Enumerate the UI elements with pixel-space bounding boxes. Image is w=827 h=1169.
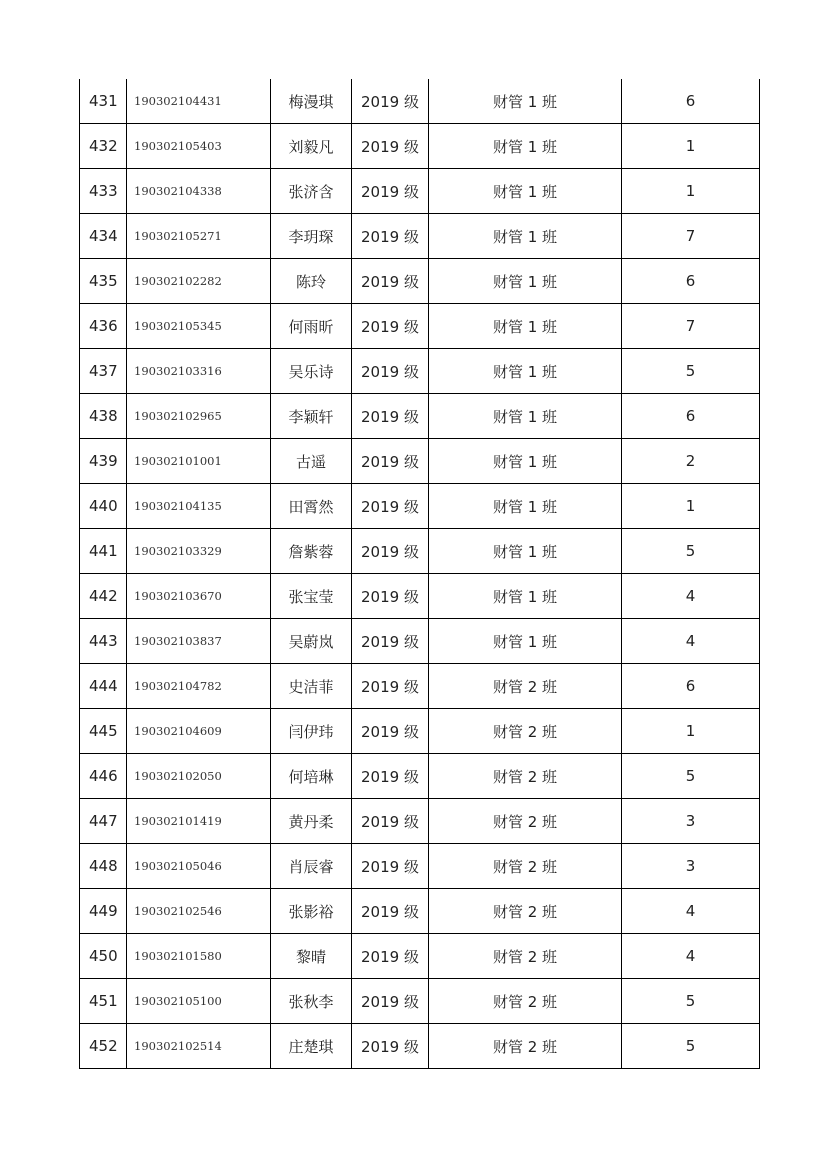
grade-year: 2019 级 — [352, 529, 429, 574]
class-name: 财管 1 班 — [429, 394, 622, 439]
class-name: 财管 1 班 — [429, 124, 622, 169]
student-name: 张影裕 — [271, 889, 352, 934]
class-name: 财管 2 班 — [429, 1024, 622, 1069]
class-name: 财管 1 班 — [429, 169, 622, 214]
student-id: 190302102050 — [127, 754, 271, 799]
table-row — [80, 169, 760, 214]
student-name: 张宝莹 — [271, 574, 352, 619]
count-value: 5 — [622, 979, 760, 1024]
student-id: 190302105403 — [127, 124, 271, 169]
table-row — [80, 259, 760, 304]
grade-year: 2019 级 — [352, 484, 429, 529]
row-number: 449 — [80, 889, 127, 934]
table-row — [80, 349, 760, 394]
row-number: 432 — [80, 124, 127, 169]
row-number: 450 — [80, 934, 127, 979]
row-number: 434 — [80, 214, 127, 259]
count-value: 4 — [622, 574, 760, 619]
student-id: 190302104782 — [127, 664, 271, 709]
grade-year: 2019 级 — [352, 754, 429, 799]
student-name: 田霄然 — [271, 484, 352, 529]
student-name: 吴乐诗 — [271, 349, 352, 394]
student-id: 190302103670 — [127, 574, 271, 619]
student-id: 190302101001 — [127, 439, 271, 484]
grade-year: 2019 级 — [352, 304, 429, 349]
table-row — [80, 664, 760, 709]
grade-year: 2019 级 — [352, 619, 429, 664]
student-name: 黄丹柔 — [271, 799, 352, 844]
count-value: 1 — [622, 124, 760, 169]
row-number: 441 — [80, 529, 127, 574]
grade-year: 2019 级 — [352, 799, 429, 844]
student-name: 史洁菲 — [271, 664, 352, 709]
student-id: 190302104431 — [127, 79, 271, 124]
count-value: 4 — [622, 934, 760, 979]
student-name: 古遥 — [271, 439, 352, 484]
class-name: 财管 2 班 — [429, 754, 622, 799]
student-id: 190302102282 — [127, 259, 271, 304]
grade-year: 2019 级 — [352, 934, 429, 979]
grade-year: 2019 级 — [352, 214, 429, 259]
student-name: 庄楚琪 — [271, 1024, 352, 1069]
class-name: 财管 1 班 — [429, 259, 622, 304]
class-name: 财管 1 班 — [429, 439, 622, 484]
student-name: 李玥琛 — [271, 214, 352, 259]
count-value: 5 — [622, 349, 760, 394]
grade-year: 2019 级 — [352, 889, 429, 934]
table-row — [80, 79, 760, 124]
student-name: 闫伊玮 — [271, 709, 352, 754]
student-id: 190302105345 — [127, 304, 271, 349]
student-name: 何培琳 — [271, 754, 352, 799]
row-number: 448 — [80, 844, 127, 889]
student-id: 190302103329 — [127, 529, 271, 574]
student-id: 190302104135 — [127, 484, 271, 529]
student-name: 黎晴 — [271, 934, 352, 979]
student-id: 190302103316 — [127, 349, 271, 394]
class-name: 财管 1 班 — [429, 349, 622, 394]
class-name: 财管 2 班 — [429, 664, 622, 709]
grade-year: 2019 级 — [352, 439, 429, 484]
student-id: 190302102965 — [127, 394, 271, 439]
row-number: 437 — [80, 349, 127, 394]
student-name: 张济含 — [271, 169, 352, 214]
class-name: 财管 2 班 — [429, 889, 622, 934]
table-row — [80, 394, 760, 439]
table-row — [80, 439, 760, 484]
count-value: 6 — [622, 79, 760, 124]
grade-year: 2019 级 — [352, 124, 429, 169]
table-row — [80, 844, 760, 889]
count-value: 7 — [622, 214, 760, 259]
class-name: 财管 1 班 — [429, 79, 622, 124]
row-number: 433 — [80, 169, 127, 214]
row-number: 440 — [80, 484, 127, 529]
student-id: 190302105046 — [127, 844, 271, 889]
count-value: 1 — [622, 169, 760, 214]
count-value: 1 — [622, 709, 760, 754]
student-id: 190302103837 — [127, 619, 271, 664]
student-name: 梅漫琪 — [271, 79, 352, 124]
table-row — [80, 214, 760, 259]
student-id: 190302101419 — [127, 799, 271, 844]
table-row — [80, 529, 760, 574]
row-number: 435 — [80, 259, 127, 304]
student-id: 190302102546 — [127, 889, 271, 934]
table-row — [80, 709, 760, 754]
table-row — [80, 1024, 760, 1069]
class-name: 财管 1 班 — [429, 214, 622, 259]
count-value: 6 — [622, 394, 760, 439]
grade-year: 2019 级 — [352, 394, 429, 439]
table-row — [80, 799, 760, 844]
student-name: 詹紫蓉 — [271, 529, 352, 574]
student-id: 190302105271 — [127, 214, 271, 259]
class-name: 财管 2 班 — [429, 709, 622, 754]
grade-year: 2019 级 — [352, 259, 429, 304]
student-name: 陈玲 — [271, 259, 352, 304]
class-name: 财管 2 班 — [429, 799, 622, 844]
student-id: 190302102514 — [127, 1024, 271, 1069]
roster-body — [80, 79, 760, 1069]
grade-year: 2019 级 — [352, 574, 429, 619]
count-value: 4 — [622, 619, 760, 664]
count-value: 4 — [622, 889, 760, 934]
grade-year: 2019 级 — [352, 349, 429, 394]
student-name: 肖辰睿 — [271, 844, 352, 889]
count-value: 7 — [622, 304, 760, 349]
row-number: 436 — [80, 304, 127, 349]
class-name: 财管 1 班 — [429, 529, 622, 574]
count-value: 3 — [622, 844, 760, 889]
class-name: 财管 2 班 — [429, 979, 622, 1024]
student-name: 李颖轩 — [271, 394, 352, 439]
student-id: 190302104338 — [127, 169, 271, 214]
table-row — [80, 754, 760, 799]
class-name: 财管 1 班 — [429, 574, 622, 619]
student-name: 何雨昕 — [271, 304, 352, 349]
row-number: 447 — [80, 799, 127, 844]
student-name: 张秋李 — [271, 979, 352, 1024]
row-number: 443 — [80, 619, 127, 664]
grade-year: 2019 级 — [352, 844, 429, 889]
table-row — [80, 979, 760, 1024]
student-name: 吴蔚岚 — [271, 619, 352, 664]
count-value: 5 — [622, 529, 760, 574]
table-row — [80, 619, 760, 664]
count-value: 6 — [622, 259, 760, 304]
count-value: 6 — [622, 664, 760, 709]
grade-year: 2019 级 — [352, 1024, 429, 1069]
row-number: 442 — [80, 574, 127, 619]
count-value: 5 — [622, 754, 760, 799]
row-number: 445 — [80, 709, 127, 754]
count-value: 2 — [622, 439, 760, 484]
row-number: 438 — [80, 394, 127, 439]
count-value: 5 — [622, 1024, 760, 1069]
count-value: 3 — [622, 799, 760, 844]
table-row — [80, 574, 760, 619]
table-row — [80, 304, 760, 349]
count-value: 1 — [622, 484, 760, 529]
table-row — [80, 124, 760, 169]
class-name: 财管 2 班 — [429, 844, 622, 889]
grade-year: 2019 级 — [352, 79, 429, 124]
student-name: 刘毅凡 — [271, 124, 352, 169]
grade-year: 2019 级 — [352, 709, 429, 754]
row-number: 444 — [80, 664, 127, 709]
grade-year: 2019 级 — [352, 169, 429, 214]
class-name: 财管 1 班 — [429, 484, 622, 529]
student-id: 190302101580 — [127, 934, 271, 979]
row-number: 439 — [80, 439, 127, 484]
table-row — [80, 484, 760, 529]
row-number: 446 — [80, 754, 127, 799]
table-row — [80, 934, 760, 979]
student-id: 190302104609 — [127, 709, 271, 754]
student-roster-table — [79, 79, 760, 1069]
row-number: 452 — [80, 1024, 127, 1069]
table-row — [80, 889, 760, 934]
grade-year: 2019 级 — [352, 664, 429, 709]
class-name: 财管 1 班 — [429, 304, 622, 349]
grade-year: 2019 级 — [352, 979, 429, 1024]
class-name: 财管 2 班 — [429, 934, 622, 979]
student-id: 190302105100 — [127, 979, 271, 1024]
class-name: 财管 1 班 — [429, 619, 622, 664]
row-number: 431 — [80, 79, 127, 124]
row-number: 451 — [80, 979, 127, 1024]
